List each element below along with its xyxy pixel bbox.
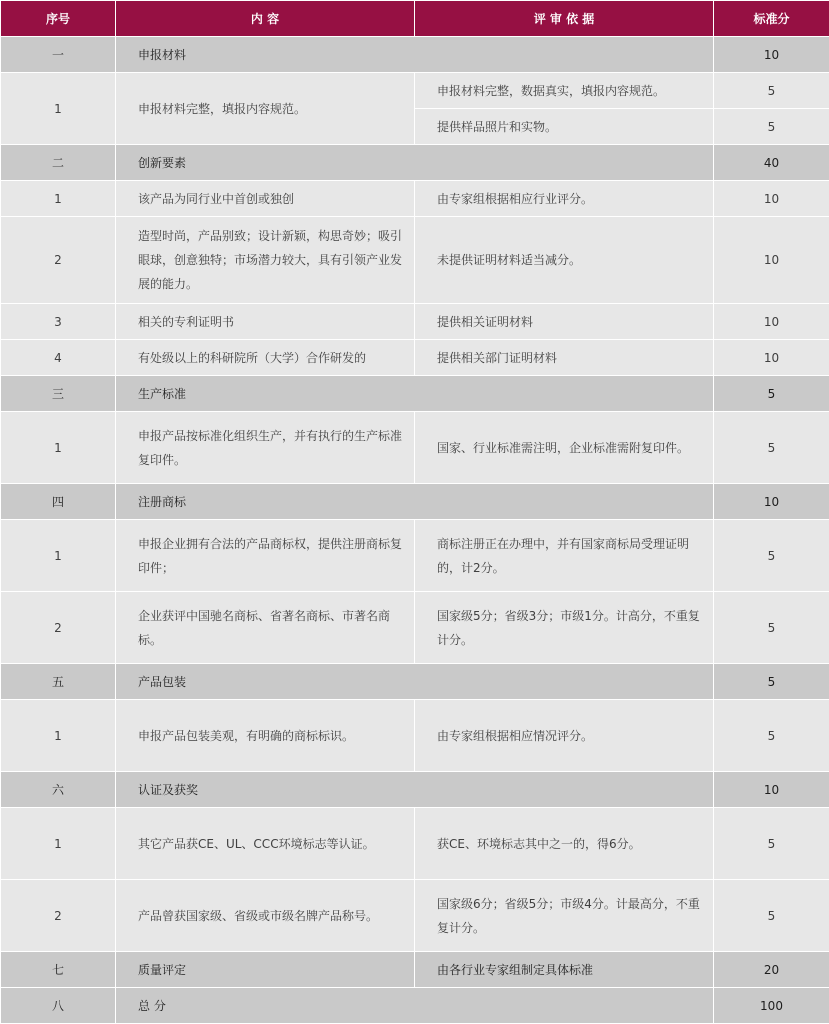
item-score: 5 [714,700,829,772]
table-row [1,592,829,664]
item-content: 申报材料完整，填报内容规范。 [116,73,415,145]
item-score: 10 [714,340,829,376]
header-index: 序号 [1,1,116,37]
item-index: 2 [1,217,116,304]
item-basis: 由专家组根据相应行业评分。 [415,181,714,217]
section-score: 20 [714,952,829,988]
table-row [1,880,829,952]
item-basis: 国家级5分；省级3分；市级1分。计高分，不重复计分。 [415,592,714,664]
item-content: 申报企业拥有合法的产品商标权，提供注册商标复印件； [116,520,415,592]
section-score: 10 [714,37,829,73]
section-row [1,37,829,73]
item-score: 5 [714,73,829,109]
section-title: 申报材料 [116,37,714,73]
header-basis: 评 审 依 据 [415,1,714,37]
item-content: 其它产品获CE、UL、CCC环境标志等认证。 [116,808,415,880]
item-content: 该产品为同行业中首创或独创 [116,181,415,217]
item-index: 1 [1,73,116,145]
item-index: 2 [1,880,116,952]
section-score: 5 [714,664,829,700]
item-basis: 申报材料完整，数据真实，填报内容规范。 [415,73,714,109]
table-row [1,73,829,109]
item-score: 5 [714,109,829,145]
item-basis: 未提供证明材料适当减分。 [415,217,714,304]
item-score: 10 [714,304,829,340]
item-content: 申报产品按标准化组织生产，并有执行的生产标准复印件。 [116,412,415,484]
item-score: 5 [714,880,829,952]
item-score: 5 [714,592,829,664]
item-content: 造型时尚，产品别致；设计新颖，构思奇妙；吸引眼球，创意独特；市场潜力较大，具有引领产业发展的能力。 [116,217,415,304]
item-score: 10 [714,217,829,304]
section-row [1,376,829,412]
item-index: 1 [1,181,116,217]
item-basis: 提供样品照片和实物。 [415,109,714,145]
item-score: 5 [714,808,829,880]
section-title: 生产标准 [116,376,714,412]
item-basis: 提供相关证明材料 [415,304,714,340]
section-index: 一 [1,37,116,73]
section-score: 10 [714,484,829,520]
item-score: 5 [714,412,829,484]
item-index: 3 [1,304,116,340]
section-title: 质量评定 [116,952,415,988]
table-row [1,808,829,880]
section-index: 五 [1,664,116,700]
total-score: 100 [714,988,829,1024]
section-index: 六 [1,772,116,808]
item-content: 产品曾获国家级、省级或市级名牌产品称号。 [116,880,415,952]
item-content: 企业获评中国驰名商标、省著名商标、市著名商标。 [116,592,415,664]
table-row [1,340,829,376]
section-index: 八 [1,988,116,1024]
section-index: 七 [1,952,116,988]
item-index: 1 [1,412,116,484]
item-basis: 由专家组根据相应情况评分。 [415,700,714,772]
table-row [1,217,829,304]
item-score: 5 [714,520,829,592]
item-content: 有处级以上的科研院所（大学）合作研发的 [116,340,415,376]
item-basis: 国家、行业标准需注明，企业标准需附复印件。 [415,412,714,484]
section-score: 5 [714,376,829,412]
item-basis: 获CE、环境标志其中之一的，得6分。 [415,808,714,880]
section-title: 创新要素 [116,145,714,181]
item-index: 1 [1,520,116,592]
section-score: 40 [714,145,829,181]
section-index: 二 [1,145,116,181]
section-row [1,484,829,520]
table-row [1,412,829,484]
header-score: 标准分 [714,1,829,37]
table-row [1,520,829,592]
section-basis: 由各行业专家组制定具体标准 [415,952,714,988]
item-index: 1 [1,808,116,880]
item-content: 申报产品包装美观，有明确的商标标识。 [116,700,415,772]
section-title: 产品包装 [116,664,714,700]
section-score: 10 [714,772,829,808]
section-index: 三 [1,376,116,412]
item-index: 2 [1,592,116,664]
section-row [1,952,829,988]
total-label: 总 分 [116,988,714,1024]
table-header-row [1,1,829,37]
item-index: 1 [1,700,116,772]
section-row [1,772,829,808]
section-title: 注册商标 [116,484,714,520]
table-row [1,700,829,772]
item-score: 10 [714,181,829,217]
table-row [1,304,829,340]
item-index: 4 [1,340,116,376]
header-content: 内 容 [116,1,415,37]
section-title: 认证及获奖 [116,772,714,808]
table-row [1,181,829,217]
item-basis: 提供相关部门证明材料 [415,340,714,376]
item-basis: 国家级6分；省级5分；市级4分。计最高分，不重复计分。 [415,880,714,952]
total-row [1,988,829,1024]
section-row [1,664,829,700]
item-content: 相关的专利证明书 [116,304,415,340]
section-row [1,145,829,181]
section-index: 四 [1,484,116,520]
item-basis: 商标注册正在办理中，并有国家商标局受理证明的，计2分。 [415,520,714,592]
